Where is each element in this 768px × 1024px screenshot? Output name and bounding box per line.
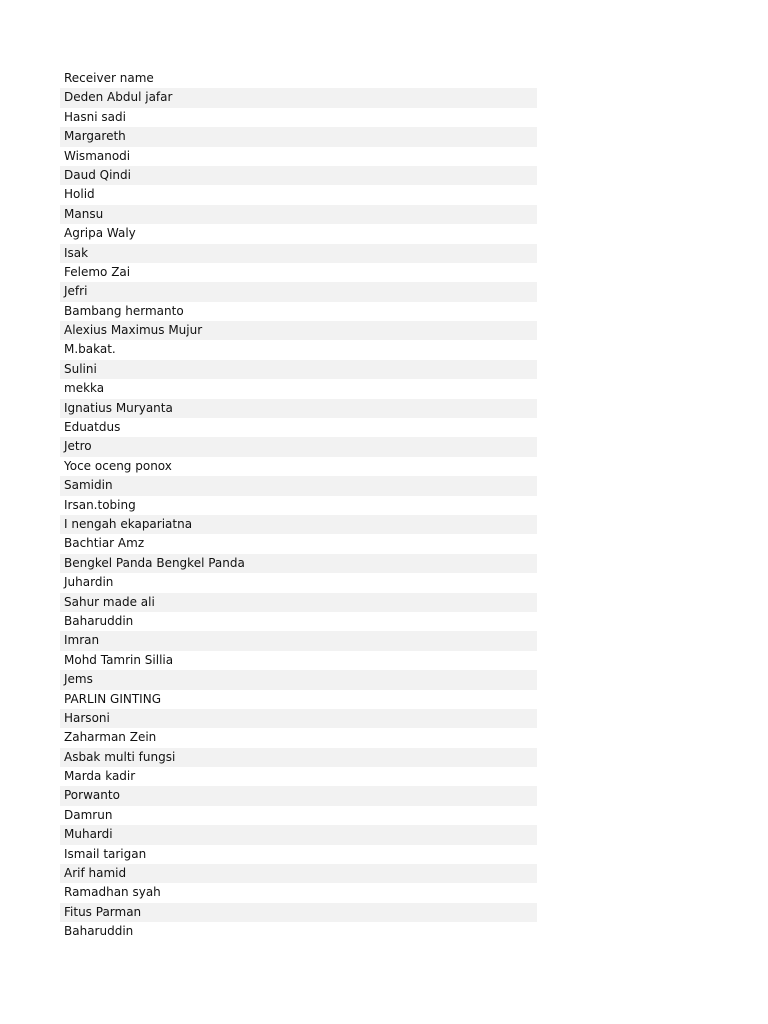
table-row: Mohd Tamrin Sillia — [64, 652, 174, 667]
table-row: Hasni sadi — [64, 109, 126, 124]
table-row: Agripa Waly — [64, 226, 136, 241]
receiver-table — [60, 69, 537, 942]
table-row: Muhardi — [60, 825, 537, 844]
table-row: Damrun — [64, 807, 113, 822]
table-row: I nengah ekapariatna — [60, 515, 537, 534]
table-row: Alexius Maximus Mujur — [60, 321, 537, 340]
table-row: Bachtiar Amz — [64, 536, 145, 551]
table-row: mekka — [64, 381, 105, 396]
table-row: Eduatdus — [64, 420, 121, 435]
table-row: Samidin — [60, 476, 537, 495]
table-row: M.bakat. — [64, 342, 116, 357]
table-row: Ismail tarigan — [64, 846, 147, 861]
column-header-receiver-name: Receiver name — [64, 71, 154, 85]
table-row: Daud Qindi — [60, 166, 537, 185]
table-row: Bengkel Panda Bengkel Panda — [60, 554, 537, 573]
table-row: Arif hamid — [60, 864, 537, 883]
table-row: Bambang hermanto — [64, 303, 184, 318]
table-row: Baharuddin — [64, 613, 134, 628]
table-row: Sulini — [60, 360, 537, 379]
table-row: Isak — [60, 244, 537, 263]
table-row: Felemo Zai — [64, 264, 131, 279]
table-row: Asbak multi fungsi — [60, 748, 537, 767]
table-row: Harsoni — [60, 709, 537, 728]
table-row: Jems — [60, 670, 537, 689]
table-row: Porwanto — [60, 786, 537, 805]
table-row: Baharuddin — [64, 924, 134, 939]
table-row: Wismanodi — [64, 148, 131, 163]
table-row: Jetro — [60, 437, 537, 456]
table-row: Jefri — [60, 282, 537, 301]
table-row: Deden Abdul jafar — [60, 88, 537, 107]
table-row: Holid — [64, 187, 95, 202]
table-row: Ignatius Muryanta — [60, 399, 537, 418]
table-row: Sahur made ali — [60, 593, 537, 612]
table-row: Irsan.tobing — [64, 497, 136, 512]
table-row: Zaharman Zein — [64, 730, 157, 745]
table-row: Mansu — [60, 205, 537, 224]
table-row: Imran — [60, 631, 537, 650]
table-row: Ramadhan syah — [64, 885, 161, 900]
table-row: Juhardin — [64, 575, 114, 590]
table-row: Yoce oceng ponox — [64, 458, 172, 473]
table-body — [60, 88, 537, 941]
table-row: PARLIN GINTING — [64, 691, 161, 706]
table-row: Fitus Parman — [60, 903, 537, 922]
table-row: Margareth — [60, 127, 537, 146]
table-row: Marda kadir — [64, 769, 136, 784]
